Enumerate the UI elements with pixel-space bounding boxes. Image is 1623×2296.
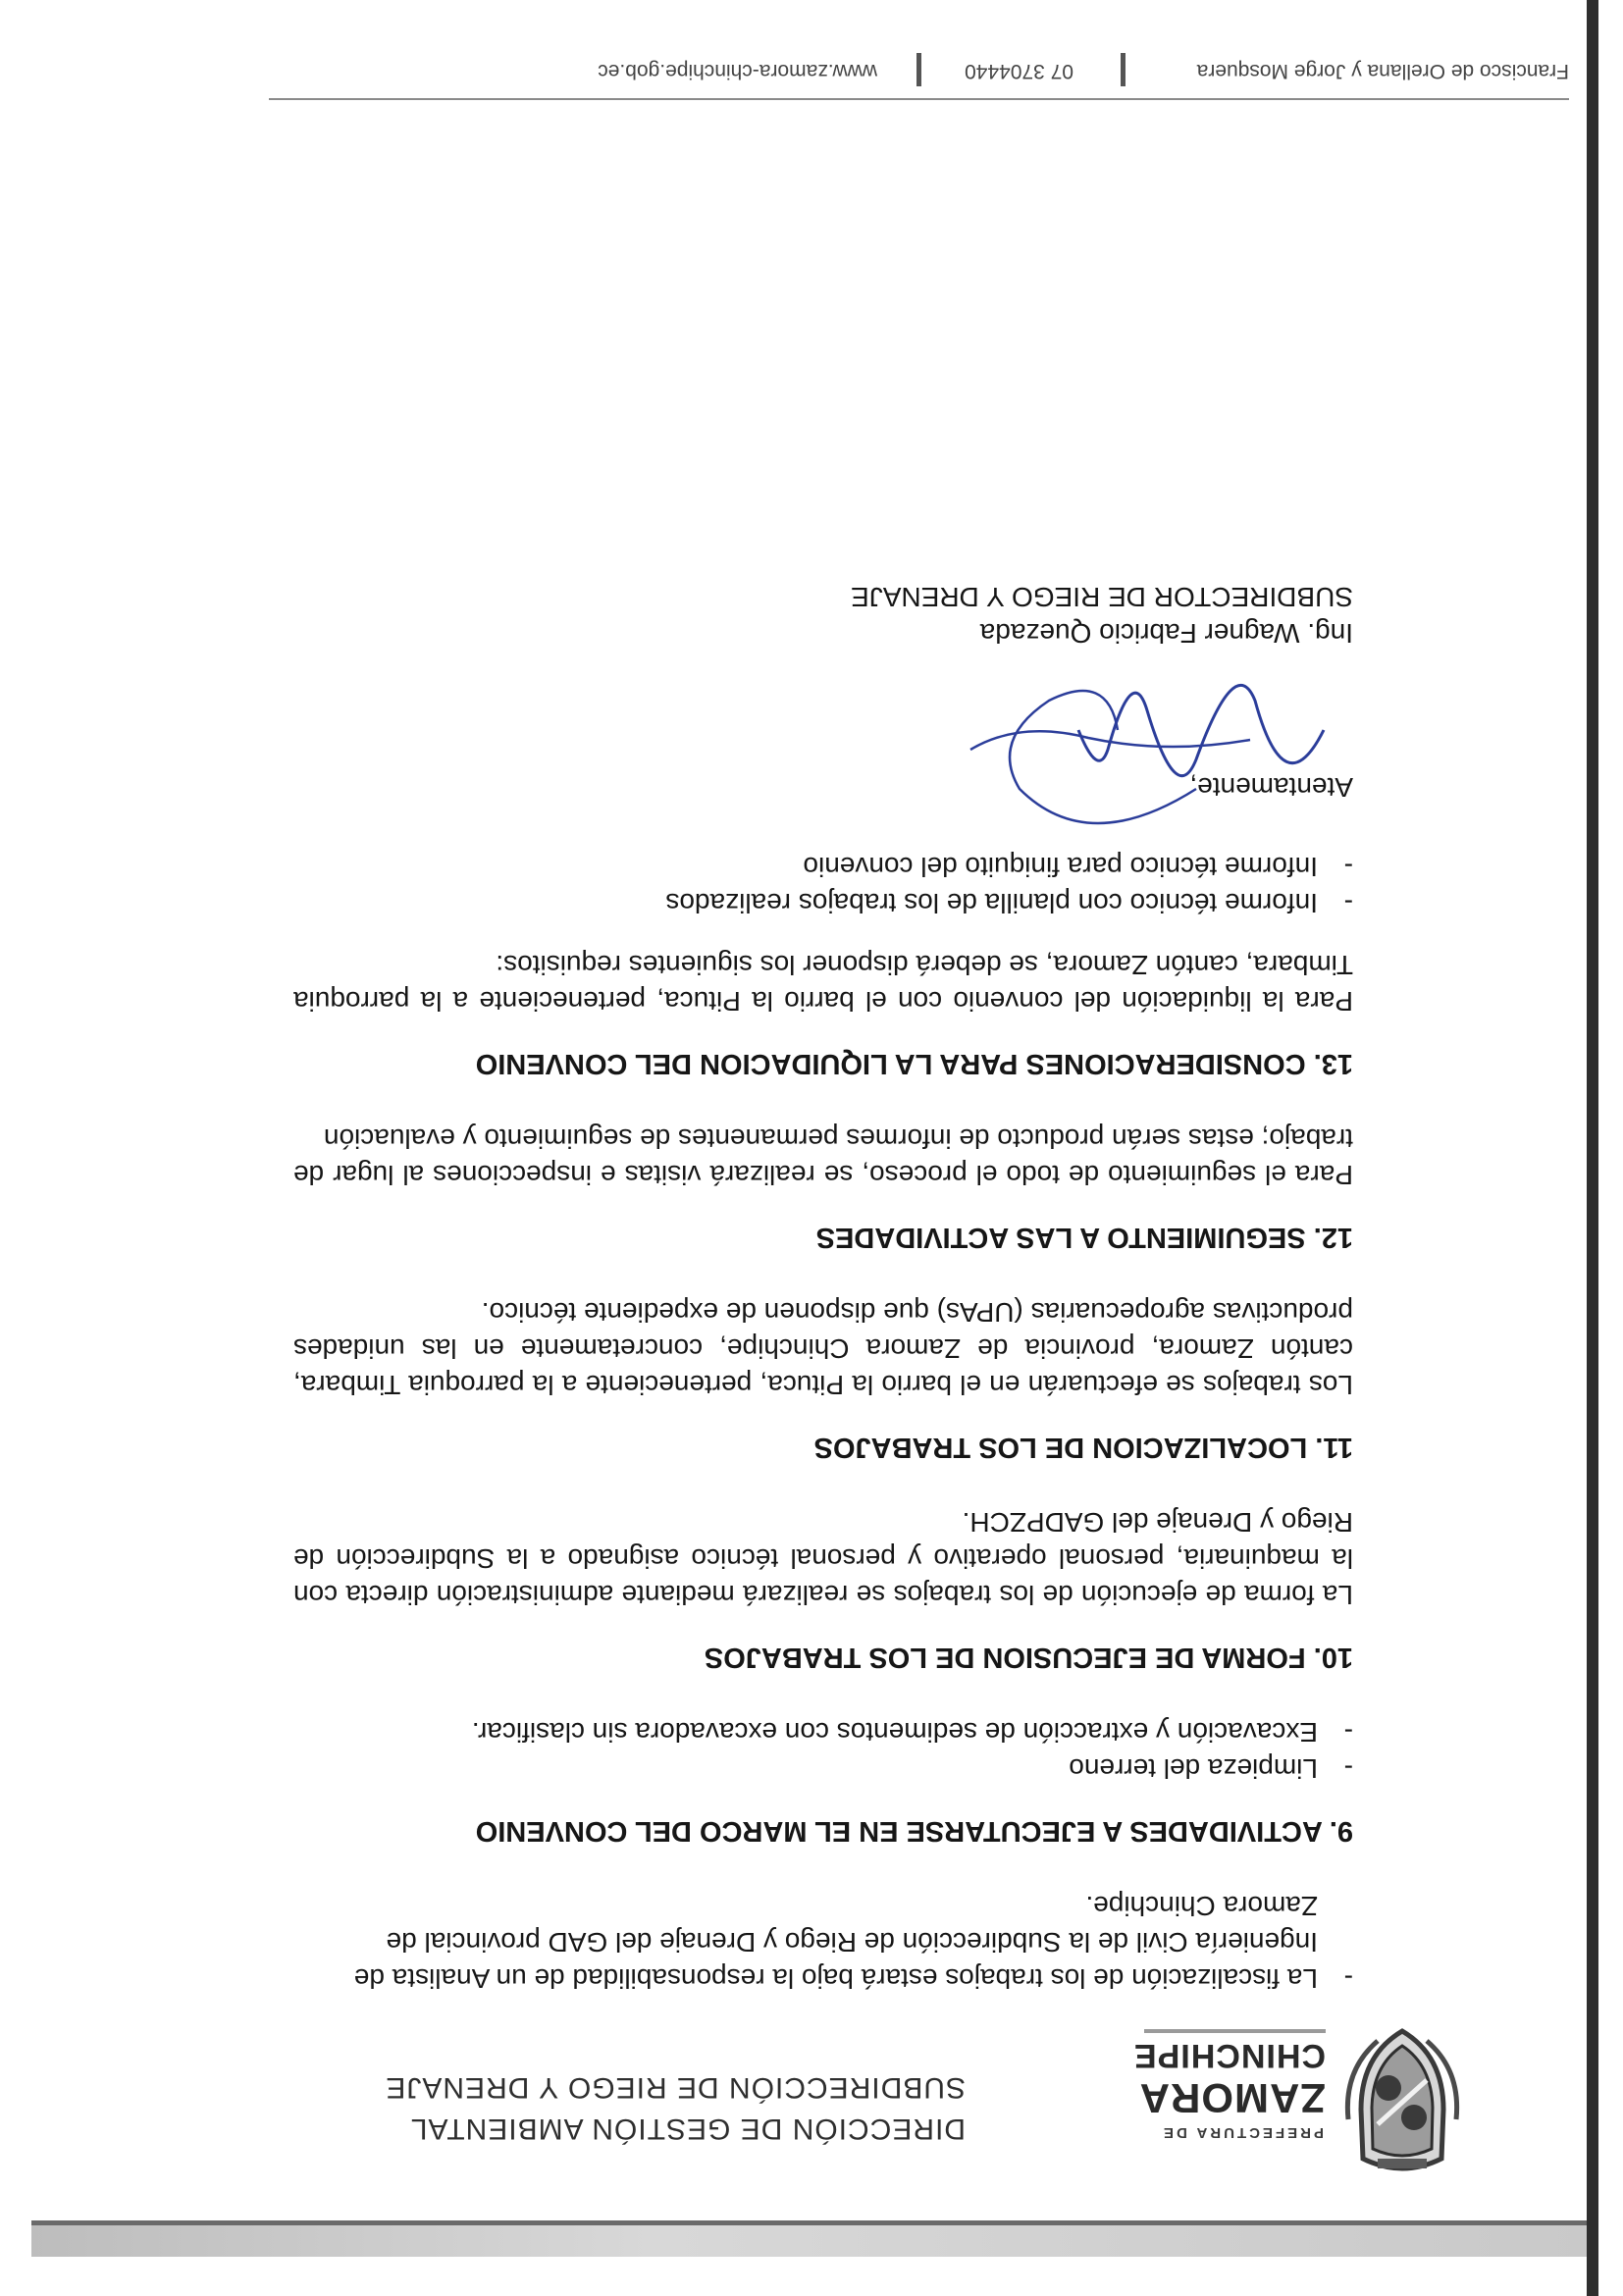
bullet-text: Informe técnico con planilla de los trabajos realizados (665, 888, 1318, 918)
footer-website[interactable]: www.zamora-chinchipe.gob.ec (598, 60, 877, 82)
section-heading-11: 11. LOCALIZACION DE LOS TRABAJOS (813, 1432, 1353, 1463)
prefecture-logo (990, 2021, 1471, 2178)
footer-address: Francisco de Orellana y Jorge Mosquera (1196, 60, 1569, 82)
section-13-bullet (293, 885, 1353, 921)
section-9-bullet (293, 1750, 1353, 1787)
section-heading-10: 10. FORMA DE EJECUSION DE LOS TRABAJOS (704, 1642, 1353, 1673)
header-band-edge (31, 2220, 1587, 2225)
bullet-dash: - (1343, 852, 1353, 882)
footer-phone: 07 3704440 (965, 60, 1073, 82)
footer (264, 43, 1569, 82)
section-13-paragraph: Para la liquidación del convenio con el barrio la Pituca, perteneciente a la parroquia Timbara, cantón Zamora, se deberá disponer los siguientes requisitos: (293, 950, 1353, 1017)
logo-name-zamora: ZAMORA (1138, 2075, 1326, 2121)
bullet-dash: - (1343, 1963, 1353, 1994)
signer-title: SUBDIRECTOR DE RIEGO Y DRENAJE (851, 582, 1353, 612)
bullet-text: Informe técnico para finiquito del convenio (803, 852, 1318, 882)
footer-rule (269, 98, 1569, 100)
section-12-paragraph: Para el seguimiento de todo el proceso, se realizará visitas e inspecciones al lugar de trabajo; estas serán producto de informes permanentes de seguimiento y evaluación (293, 1123, 1353, 1190)
document-body (293, 579, 1353, 1997)
bullet-dash: - (1343, 1717, 1353, 1748)
handwritten-signature-icon (931, 652, 1343, 848)
closing-text: Atentamente, (1189, 772, 1353, 803)
intro-bullet (293, 1888, 1353, 1997)
coat-of-arms-icon (1334, 2021, 1471, 2178)
bullet-dash: - (1343, 888, 1353, 918)
footer-separator (1121, 53, 1126, 86)
section-9-bullet (293, 1714, 1353, 1750)
bullet-text: Limpieza del terreno (1069, 1753, 1318, 1784)
department-header (279, 2066, 966, 2149)
bullet-text: La fiscalización de los trabajos estará bajo la responsabilidad de un Analista de Ingeniería Civil de la Subdirección de Riego y Drenaje del GAD provincial de Zamora Chinchipe. (353, 1891, 1318, 1994)
section-10-paragraph: La forma de ejecución de los trabajos se realizará mediante administración directa con la maquinaria, personal operativo y personal técnico asignado a la Subdirección de Riego y Drenaje del GADPZCH. (293, 1507, 1353, 1610)
logo-underline (1144, 2029, 1326, 2033)
subdepartment-name: SUBDIRECCIÓN DE RIEGO Y DRENAJE (385, 2071, 966, 2104)
signer-name: Ing. Wagner Fabricio Quezada (979, 618, 1353, 649)
bullet-text: Excavación y extracción de sedimentos con excavadora sin clasificar. (471, 1717, 1318, 1748)
section-heading-12: 12. SEGUIMIENTO A LAS ACTIVIDADES (815, 1222, 1353, 1253)
logo-name-chinchipe: CHINCHIPE (1132, 2037, 1326, 2074)
department-name: DIRECCIÓN DE GESTIÓN AMBIENTAL (409, 2113, 966, 2145)
section-heading-9: 9. ACTIVIDADES A EJECUTARSE EN EL MARCO DEL CONVENIO (475, 1815, 1353, 1847)
signature-area (293, 652, 1353, 769)
section-13-bullet (293, 849, 1353, 885)
section-11-paragraph: Los trabajos se efectuarán en el barrio la Pituca, perteneciente a la parroquia Timbara, cantón Zamora, provincia de Zamora Chinchipe, concretamente en las unidades productivas agropecuarias (UPAs) que disponen de expediente técnico. (293, 1297, 1353, 1400)
logo-prefix: PREFECTURA DE (1161, 2124, 1324, 2141)
footer-separator (916, 53, 921, 86)
left-margin-bar (1587, 0, 1598, 2296)
bullet-dash: - (1343, 1753, 1353, 1784)
section-heading-13: 13. CONSIDERACIONES PARA LA LIQUIDACION DEL CONVENIO (475, 1048, 1353, 1079)
header-band (31, 2225, 1587, 2257)
